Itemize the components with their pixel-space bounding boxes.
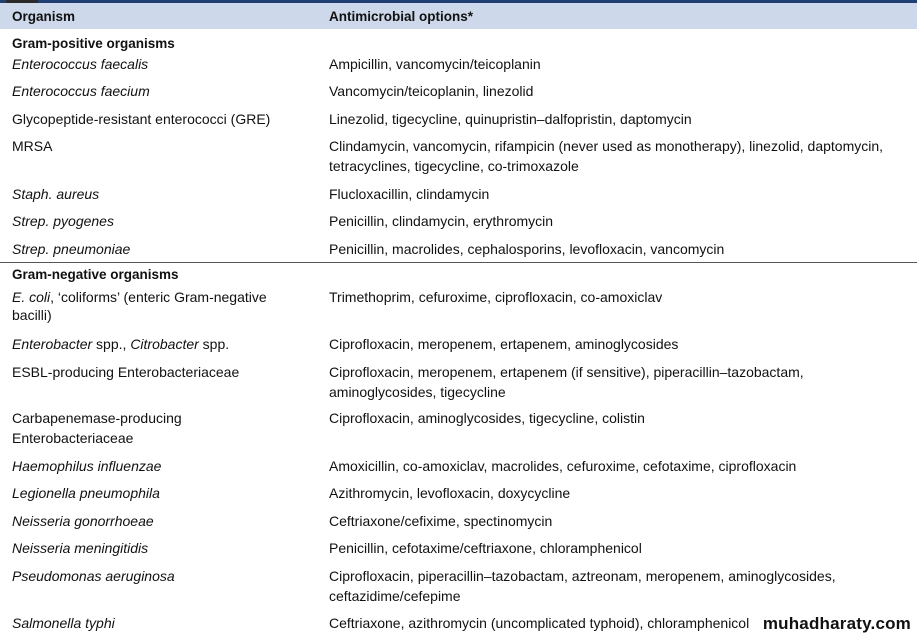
organism-cell: Strep. pyogenes — [12, 213, 114, 229]
section-divider — [0, 262, 917, 263]
options-cell: Linezolid, tigecycline, quinupristin–dalfopristin, daptomycin — [329, 111, 692, 127]
options-cell-continued: tetracyclines, tigecycline, co-trimoxazole — [329, 158, 579, 174]
organism-cell: Staph. aureus — [12, 186, 100, 202]
options-cell: Amoxicillin, co-amoxiclav, macrolides, cefuroxime, cefotaxime, ciprofloxacin — [329, 458, 797, 474]
organism-cell: Pseudomonas aeruginosa — [12, 568, 175, 584]
organism-cell: Legionella pneumophila — [12, 485, 160, 501]
section-title-gram-negative: Gram-negative organisms — [12, 267, 179, 282]
organism-cell: Neisseria meningitidis — [12, 540, 149, 556]
options-cell: Azithromycin, levofloxacin, doxycycline — [329, 485, 571, 501]
watermark-logo: muhadharaty.com — [762, 614, 911, 633]
header-antimicrobial-options: Antimicrobial options* — [329, 9, 474, 24]
organism-cell: Enterococcus faecium — [12, 83, 150, 99]
organism-cell: Haemophilus influenzae — [12, 458, 162, 474]
organism-cell: Enterococcus faecalis — [12, 56, 149, 72]
options-cell: Trimethoprim, cefuroxime, ciprofloxacin, co-amoxiclav — [329, 289, 663, 305]
organism-cell: ESBL-producing Enterobacteriaceae — [12, 364, 240, 380]
organism-cell: MRSA — [12, 138, 53, 154]
options-cell: Flucloxacillin, clindamycin — [329, 186, 490, 202]
footnote-asterisk: * — [467, 9, 474, 24]
options-cell-continued: ceftazidime/cefepime — [329, 588, 461, 604]
section-title-gram-positive: Gram-positive organisms — [12, 36, 175, 51]
options-cell: Ciprofloxacin, piperacillin–tazobactam, aztreonam, meropenem, aminoglycosides, — [329, 568, 836, 584]
options-cell: Clindamycin, vancomycin, rifampicin (never used as monotherapy), linezolid, daptomycin, — [329, 138, 884, 154]
header-organism: Organism — [12, 9, 76, 24]
options-cell: Vancomycin/teicoplanin, linezolid — [329, 83, 534, 99]
options-cell: Penicillin, macrolides, cephalosporins, levofloxacin, vancomycin — [329, 241, 725, 257]
organism-cell: Neisseria gonorrhoeae — [12, 513, 154, 529]
options-cell: Ceftriaxone/cefixime, spectinomycin — [329, 513, 553, 529]
organism-cell: Enterobacter spp., Citrobacter spp. — [12, 336, 230, 352]
options-cell: Ceftriaxone, azithromycin (uncomplicated typhoid), chloramphenicol — [329, 615, 750, 631]
organism-cell: Carbapenemase-producing — [12, 410, 182, 426]
organism-cell: Salmonella typhi — [12, 615, 115, 631]
organism-cell-continued: Enterobacteriaceae — [12, 430, 134, 446]
options-cell-continued: aminoglycosides, tigecycline — [329, 384, 506, 400]
organism-cell: Glycopeptide-resistant enterococci (GRE) — [12, 111, 271, 127]
options-cell: Ciprofloxacin, meropenem, ertapenem, aminoglycosides — [329, 336, 679, 352]
options-cell: Ciprofloxacin, aminoglycosides, tigecycline, colistin — [329, 410, 645, 426]
organism-cell: Strep. pneumoniae — [12, 241, 131, 257]
options-cell: Ciprofloxacin, meropenem, ertapenem (if sensitive), piperacillin–tazobactam, — [329, 364, 804, 380]
options-cell: Penicillin, clindamycin, erythromycin — [329, 213, 554, 229]
organism-cell: E. coli, ‘coliforms’ (enteric Gram-negative — [12, 289, 267, 305]
table-header — [0, 3, 917, 29]
organism-cell-continued: bacilli) — [12, 307, 52, 323]
options-cell: Penicillin, cefotaxime/ceftriaxone, chloramphenicol — [329, 540, 642, 556]
options-cell: Ampicillin, vancomycin/teicoplanin — [329, 56, 541, 72]
